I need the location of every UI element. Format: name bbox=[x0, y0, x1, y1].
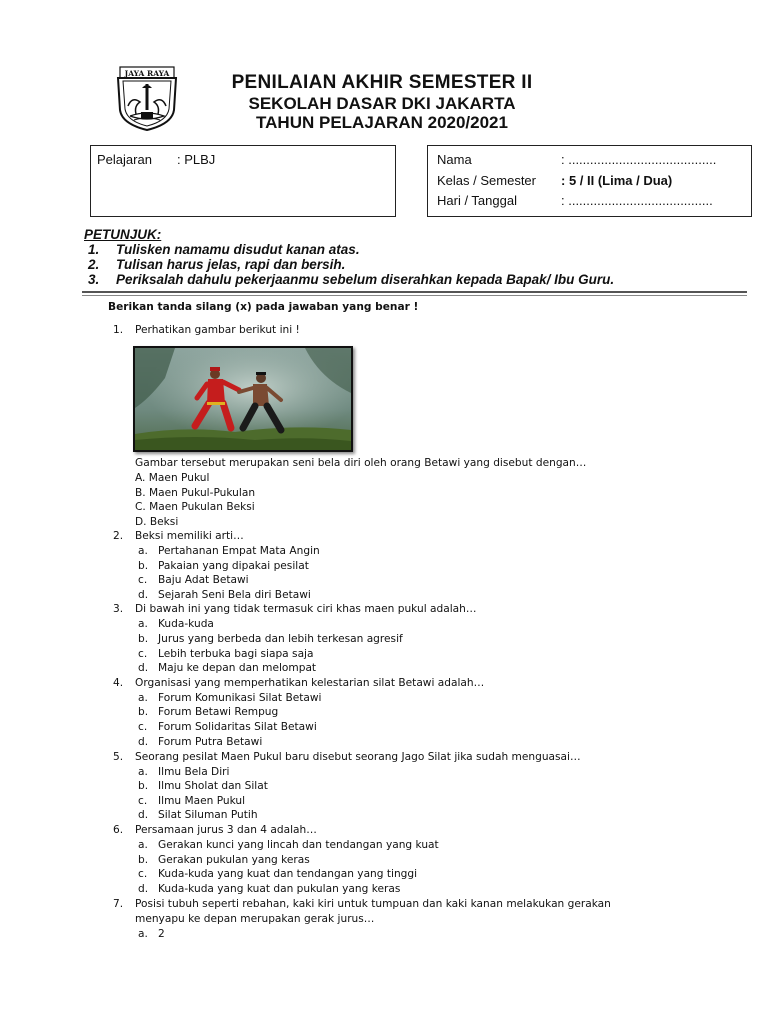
option[interactable]: Forum Solidaritas Silat Betawi bbox=[158, 721, 317, 733]
option-letter: d. bbox=[138, 662, 149, 674]
instruction-item bbox=[88, 272, 614, 287]
instruction-text: Periksalah dahulu pekerjaanmu sebelum diserahkan kepada Bapak/ Ibu Guru. bbox=[116, 272, 615, 287]
option[interactable]: Ilmu Sholat dan Silat bbox=[158, 780, 268, 792]
question-number: 3. bbox=[113, 603, 124, 615]
question-text: Organisasi yang memperhatikan kelestarian silat Betawi adalah… bbox=[135, 677, 485, 689]
student-info-box bbox=[427, 145, 752, 217]
option-letter: a. bbox=[138, 618, 148, 630]
instruction-number: 1. bbox=[88, 242, 100, 257]
option-letter: a. bbox=[138, 545, 148, 557]
instruction-text: Tulisken namamu disudut kanan atas. bbox=[116, 242, 360, 257]
question-text: Posisi tubuh seperti rebahan, kaki kiri untuk tumpuan dan kaki kanan melakukan gerakan bbox=[135, 898, 611, 910]
question-text: menyapu ke depan merupakan gerak jurus… bbox=[135, 913, 375, 925]
option[interactable]: Kuda-kuda yang kuat dan tendangan yang tinggi bbox=[158, 868, 418, 880]
answer-instruction: Berikan tanda silang (x) pada jawaban yang benar ! bbox=[108, 301, 419, 313]
question-number: 5. bbox=[113, 751, 124, 763]
question-text: Gambar tersebut merupakan seni bela diri oleh orang Betawi yang disebut dengan… bbox=[135, 457, 587, 469]
option-letter: a. bbox=[138, 928, 148, 940]
option[interactable]: D. Beksi bbox=[135, 516, 179, 528]
option-letter: b. bbox=[138, 854, 149, 866]
option[interactable]: 2 bbox=[158, 928, 165, 940]
option-letter: a. bbox=[138, 692, 148, 704]
option[interactable]: Gerakan kunci yang lincah dan tendangan yang kuat bbox=[158, 839, 439, 851]
option[interactable]: A. Maen Pukul bbox=[135, 472, 210, 484]
option[interactable]: Baju Adat Betawi bbox=[158, 574, 249, 586]
instruction-item bbox=[88, 242, 360, 257]
option-letter: d. bbox=[138, 809, 149, 821]
option-letter: b. bbox=[138, 560, 149, 572]
option-letter: a. bbox=[138, 839, 148, 851]
option[interactable]: Sejarah Seni Bela diri Betawi bbox=[158, 589, 311, 601]
option[interactable]: Gerakan pukulan yang keras bbox=[158, 854, 310, 866]
option-letter: b. bbox=[138, 780, 149, 792]
option-letter: c. bbox=[138, 574, 148, 586]
question-number: 1. bbox=[113, 324, 124, 336]
option[interactable]: Maju ke depan dan melompat bbox=[158, 662, 317, 674]
option-letter: c. bbox=[138, 868, 148, 880]
question-text: Seorang pesilat Maen Pukul baru disebut seorang Jago Silat jika sudah menguasai… bbox=[135, 751, 581, 763]
instructions-heading: PETUNJUK: bbox=[84, 227, 162, 242]
question-text: Persamaan jurus 3 dan 4 adalah… bbox=[135, 824, 317, 836]
instruction-text: Tulisan harus jelas, rapi dan bersih. bbox=[116, 257, 346, 272]
option[interactable]: Pakaian yang dipakai pesilat bbox=[158, 560, 309, 572]
logo-text: JAYA RAYA bbox=[124, 69, 170, 78]
option-letter: d. bbox=[138, 883, 149, 895]
option[interactable]: Pertahanan Empat Mata Angin bbox=[158, 545, 320, 557]
question-text: Perhatikan gambar berikut ini ! bbox=[135, 324, 300, 336]
option[interactable]: Kuda-kuda yang kuat dan pukulan yang keras bbox=[158, 883, 401, 895]
divider bbox=[82, 295, 747, 296]
question-text: Di bawah ini yang tidak termasuk ciri khas maen pukul adalah… bbox=[135, 603, 477, 615]
date-value[interactable]: : ........................................ bbox=[561, 193, 713, 208]
jakarta-logo bbox=[112, 66, 182, 132]
option-letter: d. bbox=[138, 589, 149, 601]
question-text: Beksi memiliki arti… bbox=[135, 530, 244, 542]
option[interactable]: Jurus yang berbeda dan lebih terkesan agresif bbox=[158, 633, 403, 645]
subject-value: : PLBJ bbox=[177, 152, 216, 167]
exam-title: PENILAIAN AKHIR SEMESTER II bbox=[231, 72, 533, 93]
option-letter: a. bbox=[138, 766, 148, 778]
subject-box bbox=[90, 145, 396, 217]
divider bbox=[82, 291, 747, 293]
option[interactable]: Lebih terbuka bagi siapa saja bbox=[158, 648, 314, 660]
name-value[interactable]: : ......................................... bbox=[561, 152, 717, 167]
school-title: SEKOLAH DASAR DKI JAKARTA bbox=[248, 94, 516, 113]
class-semester-value: : 5 / II (Lima / Dua) bbox=[561, 173, 673, 188]
option[interactable]: Forum Komunikasi Silat Betawi bbox=[158, 692, 322, 704]
option-letter: b. bbox=[138, 633, 149, 645]
option[interactable]: Forum Betawi Rempug bbox=[158, 706, 279, 718]
option-letter: c. bbox=[138, 648, 148, 660]
school-year-title: TAHUN PELAJARAN 2020/2021 bbox=[256, 113, 508, 132]
option-letter: c. bbox=[138, 721, 148, 733]
instruction-number: 3. bbox=[88, 272, 100, 287]
subject-label: Pelajaran bbox=[97, 152, 152, 167]
question-number: 7. bbox=[113, 898, 124, 910]
option[interactable]: Ilmu Maen Pukul bbox=[158, 795, 246, 807]
option-letter: b. bbox=[138, 706, 149, 718]
question-number: 4. bbox=[113, 677, 124, 689]
option[interactable]: Kuda-kuda bbox=[158, 618, 214, 630]
name-label: Nama bbox=[437, 152, 472, 167]
option-letter: c. bbox=[138, 795, 148, 807]
option[interactable]: Ilmu Bela Diri bbox=[158, 766, 230, 778]
silat-photo bbox=[133, 346, 353, 452]
instruction-item bbox=[88, 257, 345, 272]
class-semester-label: Kelas / Semester bbox=[437, 173, 536, 188]
option[interactable]: Silat Siluman Putih bbox=[158, 809, 258, 821]
question-number: 2. bbox=[113, 530, 124, 542]
question-number: 6. bbox=[113, 824, 124, 836]
option[interactable]: C. Maen Pukulan Beksi bbox=[135, 501, 255, 513]
option[interactable]: B. Maen Pukul-Pukulan bbox=[135, 487, 256, 499]
option-letter: d. bbox=[138, 736, 149, 748]
instruction-number: 2. bbox=[88, 257, 100, 272]
option[interactable]: Forum Putra Betawi bbox=[158, 736, 263, 748]
date-label: Hari / Tanggal bbox=[437, 193, 517, 208]
